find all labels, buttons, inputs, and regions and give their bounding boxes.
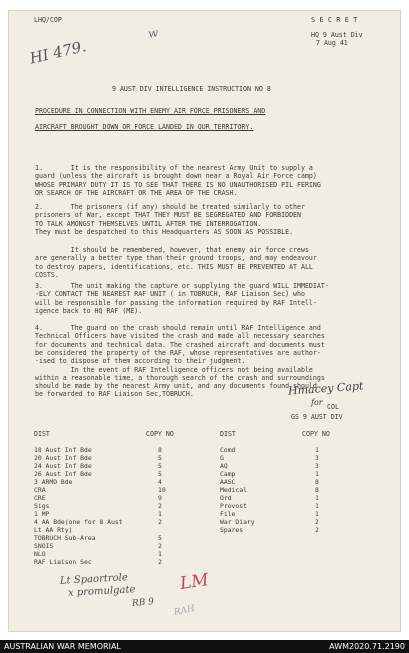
recipient-name: 18 Aust Inf Bde bbox=[34, 446, 92, 454]
subject-line-1: PROCEDURE IN CONNECTION WITH ENEMY AIR FORCE PRISONERS AND bbox=[35, 107, 266, 115]
paragraph-line: -ised to dispose of them according to their judgment. bbox=[35, 357, 246, 366]
recipient-name: 20 Aust Inf Bde bbox=[34, 454, 92, 462]
recipient-name: 3 ARMD Bde bbox=[34, 478, 73, 486]
copy-count: 3 bbox=[315, 462, 319, 470]
recipient-name: 26 Aust Inf Bde bbox=[34, 470, 92, 478]
distribution-row bbox=[34, 502, 166, 510]
distribution-row bbox=[34, 550, 166, 558]
distribution-row bbox=[34, 478, 166, 486]
handwritten-file-number: HI 479. bbox=[28, 37, 88, 68]
recipient-name: AASC bbox=[220, 478, 236, 486]
copy-count: 5 bbox=[158, 534, 162, 542]
copy-count: 2 bbox=[315, 526, 319, 534]
security-classification: S E C R E T bbox=[311, 16, 358, 24]
distribution-row bbox=[34, 558, 166, 566]
copy-count: 4 bbox=[158, 478, 162, 486]
paragraph-line: to destroy papers, identifications, etc. THIS MUST BE PREVENTED AT ALL bbox=[35, 262, 313, 271]
paragraph-line: igence back to HQ RAF (ME). bbox=[35, 306, 143, 315]
handwritten-initials: w bbox=[146, 25, 160, 41]
paragraph-line: 1. It is the responsibility of the nearest Army Unit to supply a bbox=[35, 164, 313, 172]
distribution-row bbox=[220, 462, 319, 470]
distribution-row bbox=[34, 510, 166, 518]
paragraph-line: for documents and technical data. The crashed aircraft and documents must bbox=[35, 340, 325, 349]
copy-header-left: COPY NO bbox=[146, 430, 174, 438]
copy-count: 8 bbox=[158, 446, 162, 454]
copy-count: 3 bbox=[315, 454, 319, 462]
copy-count: 5 bbox=[158, 454, 162, 462]
distribution-row bbox=[220, 446, 319, 454]
recipient-name: Spares bbox=[220, 526, 244, 534]
recipient-name: 1 MP bbox=[34, 510, 50, 518]
paragraph-line: 2. The prisoners (if any) should be treated similarly to other bbox=[35, 203, 305, 211]
copy-count: 2 bbox=[158, 502, 162, 510]
recipient-name: 4 AA Bde(one for 8 Aust bbox=[34, 518, 123, 526]
recipient-name: Provost bbox=[220, 502, 247, 510]
recipient-name: 24 Aust Inf Bde bbox=[34, 462, 92, 470]
distribution-row bbox=[220, 486, 319, 494]
recipient-name: CRE bbox=[34, 494, 46, 502]
signature-for: for bbox=[311, 398, 323, 407]
paragraph-line: TO TALK AMONGST THEMSELVES UNTIL AFTER THE INTERROGATION. bbox=[35, 219, 262, 228]
recipient-name: Camp bbox=[220, 470, 236, 478]
paragraph-line: 3. The unit making the capture or supplying the guard WILL IMMEDIAT- bbox=[35, 282, 329, 290]
recipient-name: Lt AA Rty) bbox=[34, 526, 73, 534]
distribution-row bbox=[34, 526, 166, 534]
distribution-row bbox=[34, 494, 166, 502]
copy-count: 1 bbox=[315, 494, 319, 502]
copy-count: 5 bbox=[158, 462, 162, 470]
paragraph-line: prisoners of War, except THAT THEY MUST BE SEGREGATED AND FORBIDDEN bbox=[35, 211, 301, 220]
copy-count: 1 bbox=[315, 502, 319, 510]
paragraph-line: OR SEARCH OF THE AIRCRAFT OR THE AREA OF THE CRASH. bbox=[35, 188, 238, 197]
copy-count: 1 bbox=[315, 470, 319, 478]
red-pencil-initials: LM bbox=[178, 570, 210, 594]
dist-header-right: DIST bbox=[220, 430, 236, 438]
copy-count: 2 bbox=[158, 558, 162, 566]
distribution-row bbox=[34, 454, 166, 462]
distribution-row bbox=[220, 510, 319, 518]
copy-count: 1 bbox=[315, 510, 319, 518]
recipient-name: G bbox=[220, 454, 224, 462]
distribution-row bbox=[220, 478, 319, 486]
paragraph-line: It should be remembered, however, that enemy air force crews bbox=[35, 246, 309, 254]
distribution-row bbox=[220, 526, 319, 534]
paragraph-line: Technical Officers have visited the crash and made all necessary searches bbox=[35, 332, 325, 341]
copy-count: 8 bbox=[315, 478, 319, 486]
paragraph-line: 4. The guard on the crash should remain until RAF Intelligence and bbox=[35, 324, 321, 332]
recipient-name: Sigs bbox=[34, 502, 50, 510]
distribution-row bbox=[34, 534, 166, 542]
recipient-name: Ord bbox=[220, 494, 232, 502]
recipient-name: War Diary bbox=[220, 518, 255, 526]
copy-count: 9 bbox=[158, 494, 162, 502]
recipient-name: Medical bbox=[220, 486, 247, 494]
distribution-row bbox=[220, 470, 319, 478]
dist-header-left: DIST bbox=[34, 430, 50, 438]
distribution-list-right bbox=[220, 446, 319, 534]
recipient-name: RAF Liaison Sec bbox=[34, 558, 92, 566]
distribution-row bbox=[34, 470, 166, 478]
document-page bbox=[8, 10, 401, 632]
distribution-row bbox=[220, 518, 319, 526]
paragraph-line: COSTS. bbox=[35, 270, 59, 279]
recipient-name: AQ bbox=[220, 462, 228, 470]
handwritten-signature: Hmacey Capt bbox=[287, 379, 364, 398]
copy-header-right: COPY NO bbox=[302, 430, 330, 438]
copy-count: 2 bbox=[158, 542, 162, 550]
faint-pencil-mark: RAH bbox=[173, 603, 196, 619]
paragraph-line: In the event of RAF Intelligence officers not being available bbox=[35, 365, 313, 374]
paragraph-line: will be responsible for passing the information required by RAF Intell- bbox=[35, 298, 317, 307]
distribution-list-left bbox=[34, 446, 166, 566]
distribution-row bbox=[220, 454, 319, 462]
copy-count: 1 bbox=[315, 446, 319, 454]
recipient-name: Comd bbox=[220, 446, 236, 454]
recipient-name: SNOIS bbox=[34, 542, 54, 550]
paragraph-line: -ELY CONTACT THE NEAREST RAF UNIT ( in TOBRUCH, RAF Liaison Sec) who bbox=[35, 290, 305, 299]
paragraph-line: should be made by the nearest Army unit, and any documents found should bbox=[35, 382, 317, 391]
distribution-row bbox=[34, 542, 166, 550]
subject-line-2: AIRCRAFT BROUGHT DOWN OR FORCE LANDED IN OUR TERRITORY. bbox=[35, 123, 254, 131]
archive-reference: AWM2020.71.2190 bbox=[329, 642, 405, 651]
paragraph-line: within a reasonable time, a thorough search of the crash and surroundings bbox=[35, 373, 325, 382]
distribution-row bbox=[34, 462, 166, 470]
signatory-rank: COL bbox=[327, 403, 339, 411]
document-title: 9 AUST DIV INTELLIGENCE INSTRUCTION NO 8 bbox=[112, 85, 271, 93]
copy-count bbox=[158, 526, 166, 534]
paragraph-line: are generally a better type than their ground troops, and may endeavour bbox=[35, 254, 317, 263]
copy-count: 2 bbox=[315, 518, 319, 526]
distribution-row bbox=[34, 446, 166, 454]
signatory-unit: GS 9 AUST DIV bbox=[291, 413, 343, 421]
distribution-row bbox=[34, 518, 166, 526]
recipient-name: CRA bbox=[34, 486, 46, 494]
distribution-row bbox=[220, 502, 319, 510]
copy-count: 1 bbox=[158, 550, 162, 558]
handwritten-note-line-2: x promulgate bbox=[67, 584, 136, 599]
file-reference: LHQ/COP bbox=[34, 16, 62, 24]
copy-count: 1 bbox=[158, 510, 162, 518]
distribution-row bbox=[34, 486, 166, 494]
copy-count: 10 bbox=[158, 486, 166, 494]
issuing-hq: HQ 9 Aust Div bbox=[311, 31, 363, 39]
copy-count: 2 bbox=[158, 518, 162, 526]
paragraph-line: WHOSE PRIMARY DUTY IT IS TO SEE THAT THERE IS NO UNAUTHORISED PIL FERING bbox=[35, 180, 321, 189]
recipient-name: NLO bbox=[34, 550, 46, 558]
handwritten-note-line-1: Lt Spaortrole bbox=[59, 572, 129, 587]
paragraph-line: be forwarded to RAF Liaison Sec,TOBRUCH. bbox=[35, 390, 194, 399]
copy-count: 5 bbox=[158, 470, 162, 478]
paragraph-line: guard (unless the aircraft is brought down near a Royal Air Force camp) bbox=[35, 172, 317, 181]
recipient-name: File bbox=[220, 510, 236, 518]
archive-footer-bar bbox=[0, 640, 409, 653]
issue-date: 7 Aug 41 bbox=[316, 39, 348, 47]
handwritten-note-line-3: RB 9 bbox=[131, 597, 155, 609]
paragraph-line: be considered the property of the RAF, whose representatives are author- bbox=[35, 348, 321, 357]
distribution-row bbox=[220, 494, 319, 502]
recipient-name: TOBRUCH Sub-Area bbox=[34, 534, 96, 542]
copy-count: 8 bbox=[315, 486, 319, 494]
paragraph-line: They must be despatched to this Headquarters AS SOON AS POSSIBLE. bbox=[35, 227, 294, 236]
archive-name: AUSTRALIAN WAR MEMORIAL bbox=[4, 642, 121, 651]
